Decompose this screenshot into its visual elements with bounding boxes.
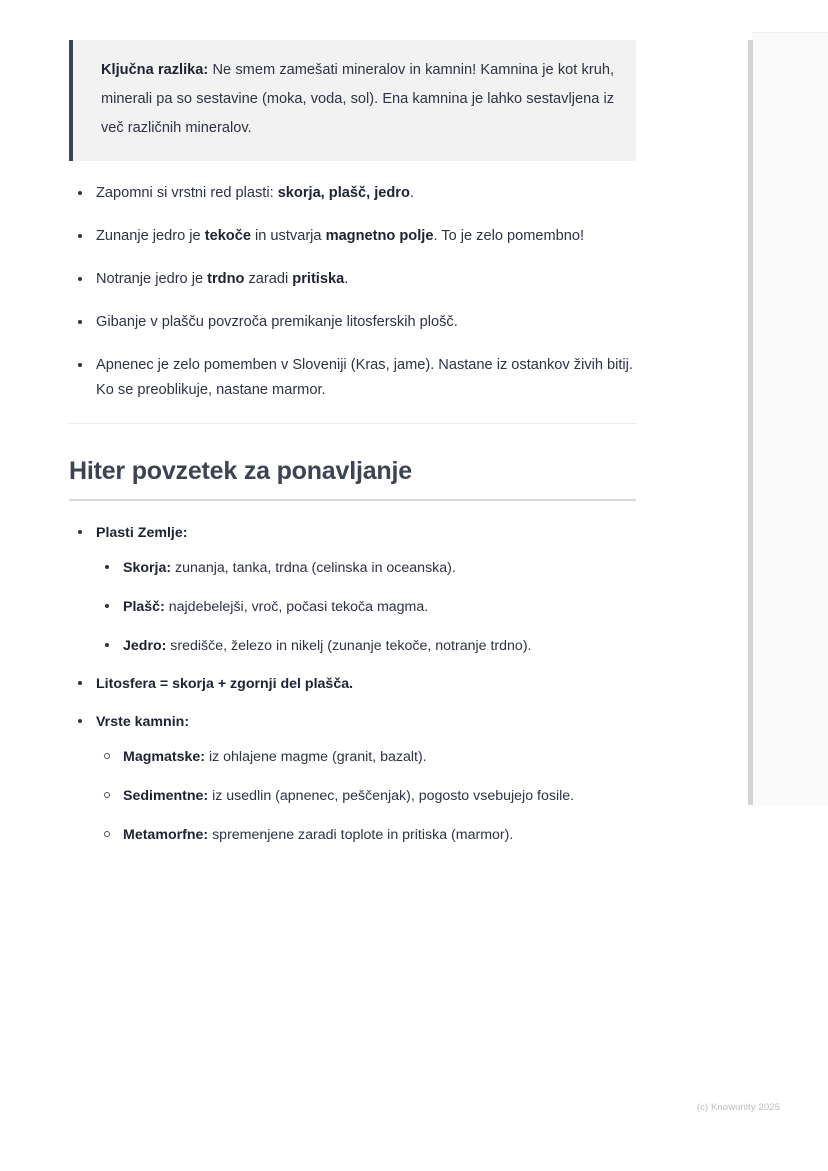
callout-lead-label: Ključna razlika: — [101, 62, 209, 78]
heading-underline — [69, 499, 636, 501]
emphasis-text: tekoče — [204, 228, 251, 244]
sublist-item-term: Jedro: — [123, 638, 167, 654]
summary-sublist-item — [96, 556, 636, 580]
sublist-item-term: Metamorfne: — [123, 827, 209, 843]
list-item-text: . To je zelo pomembno! — [433, 228, 585, 244]
scrollbar-thumb[interactable] — [748, 40, 753, 805]
page-title: Hiter povzetek za ponavljanje — [69, 457, 412, 485]
list-item-text: . — [344, 271, 349, 287]
emphasis-text: pritiska — [292, 271, 345, 287]
key-difference-callout — [69, 40, 636, 161]
summary-group — [69, 521, 636, 658]
list-item-text: Apnenec je zelo pomemben v Sloveniji (Kras, jame). Nastane iz ostankov živih bitij. Ko se preoblikuje, nastane marmor. — [96, 357, 633, 398]
summary-sublist-item — [96, 634, 636, 658]
scroll-panel — [752, 32, 828, 806]
list-item — [69, 224, 636, 249]
callout-text — [101, 56, 614, 143]
list-item — [69, 181, 636, 206]
sublist-item-description: najdebelejši, vroč, počasi tekoča magma. — [164, 599, 429, 615]
summary-list — [69, 521, 636, 847]
sublist-item-description: iz usedlin (apnenec, peščenjak), pogosto vsebujejo fosile. — [208, 788, 575, 804]
list-item-text: . — [409, 185, 414, 201]
list-item — [69, 353, 636, 403]
sublist-item-description: središče, železo in nikelj (zunanje tekoče, notranje trdno). — [166, 638, 532, 654]
footer-copyright: (c) Knowunity 2025 — [696, 1102, 780, 1113]
summary-sublist — [96, 745, 636, 847]
document-content — [69, 0, 636, 861]
sublist-item-description: iz ohlajene magme (granit, bazalt). — [205, 749, 427, 765]
list-item — [69, 310, 636, 335]
emphasis-text: magnetno polje — [325, 228, 434, 244]
summary-group-label: Litosfera = skorja + zgornji del plašča. — [96, 676, 354, 692]
sublist-item-term: Sedimentne: — [123, 788, 209, 804]
summary-sublist-item — [96, 595, 636, 619]
summary-sublist-item — [96, 823, 636, 847]
sublist-item-description: spremenjene zaradi toplote in pritiska (marmor). — [208, 827, 514, 843]
section-divider — [69, 423, 636, 424]
list-item — [69, 267, 636, 292]
list-item-text: Gibanje v plašču povzroča premikanje litosferskih plošč. — [96, 314, 458, 330]
summary-sublist-item — [96, 784, 636, 808]
list-item-text: Zapomni si vrstni red plasti: — [96, 185, 278, 201]
scrollbar-region[interactable] — [744, 32, 828, 805]
emphasis-text: trdno — [207, 271, 245, 287]
summary-group — [69, 672, 636, 696]
sublist-item-term: Plašč: — [123, 599, 165, 615]
list-item-text: in ustvarja — [250, 228, 326, 244]
summary-group-label: Plasti Zemlje: — [96, 525, 188, 541]
summary-sublist — [96, 556, 636, 658]
emphasis-text: skorja, plašč, jedro — [277, 185, 410, 201]
callout-body-text: Ne smem zamešati mineralov in kamnin! Kamnina je kot kruh, minerali pa so sestavine (moka, voda, sol). Ena kamnina je lahko sestavljena iz več različnih mineralov. — [101, 62, 614, 136]
list-item-text: Notranje jedro je — [96, 271, 208, 287]
sublist-item-description: zunanja, tanka, trdna (celinska in oceanska). — [171, 560, 456, 576]
sublist-item-term: Skorja: — [123, 560, 172, 576]
key-points-list — [69, 181, 636, 403]
sublist-item-term: Magmatske: — [123, 749, 206, 765]
summary-sublist-item — [96, 745, 636, 769]
summary-group-label: Vrste kamnin: — [96, 714, 190, 730]
list-item-text: Zunanje jedro je — [96, 228, 205, 244]
summary-group — [69, 710, 636, 847]
list-item-text: zaradi — [244, 271, 293, 287]
